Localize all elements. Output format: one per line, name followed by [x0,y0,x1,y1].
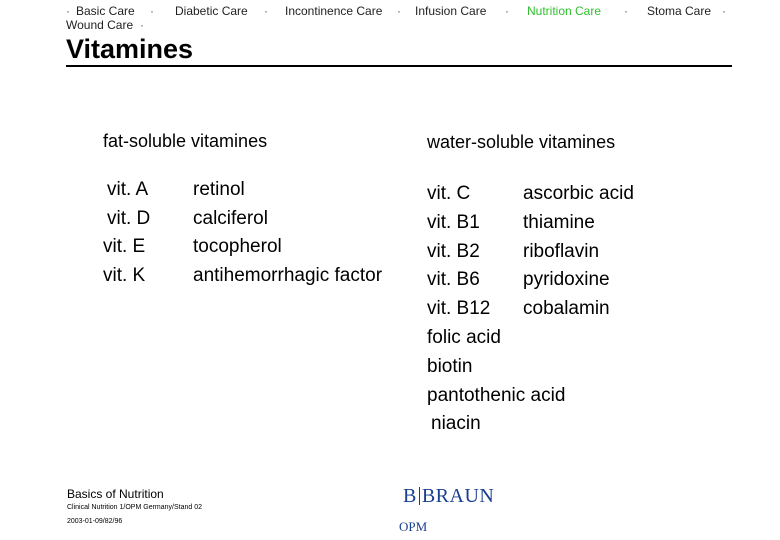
water-soluble-heading: water-soluble vitamines [427,132,616,152]
water-extra-item: folic acid [427,327,501,348]
water-vit-label: vit. B1 [427,212,480,233]
nav-item-diabetic-care[interactable]: Diabetic Care [175,4,248,18]
nav-item-nutrition-care[interactable]: Nutrition Care [527,4,602,18]
fat-vit-name: tocopherol [193,236,282,257]
fat-vit-label: vit. A [107,179,149,200]
water-vit-label: vit. C [427,183,471,204]
water-vit-name: thiamine [523,212,595,233]
footer-title: Basics of Nutrition [67,487,164,501]
fat-vit-label: vit. K [103,265,146,286]
footer-subtitle: Clinical Nutrition 1/OPM Germany/Stand 02 [67,504,202,511]
nav-item-basic-care[interactable]: Basic Care [76,4,135,18]
fat-vit-label: vit. E [103,236,146,257]
nav-separator: · [66,4,70,18]
water-vit-label: vit. B6 [427,269,480,290]
water-vit-label: vit. B12 [427,298,491,319]
nav-separator: · [150,4,154,18]
fat-vit-name: antihemorrhagic factor [193,265,383,286]
fat-vit-name: calciferol [193,208,268,229]
water-extra-item: pantothenic acid [427,385,566,406]
fat-vit-name: retinol [193,179,245,200]
water-vit-name: riboflavin [523,241,600,262]
nav-item-incontinence-care[interactable]: Incontinence Care [285,4,383,18]
nav-separator: · [505,4,509,18]
nav-item-infusion-care[interactable]: Infusion Care [415,4,487,18]
nav-separator: · [264,4,268,18]
bbraun-logo [403,485,494,508]
water-vit-name: cobalamin [523,298,610,319]
nav-item-stoma-care[interactable]: Stoma Care [647,4,712,18]
water-extra-item: biotin [427,356,473,377]
nav-separator: · [140,18,144,32]
brand-right: BRAUN [421,485,495,507]
nav-item-wound-care[interactable]: Wound Care [66,18,134,32]
nav-separator: · [624,4,628,18]
brand-left: B [403,485,417,507]
nav-separator: · [722,4,726,18]
page-title: Vitamines [66,34,194,64]
title-divider [66,65,732,67]
opm-label: OPM [399,519,428,534]
water-vit-name: ascorbic acid [523,183,634,204]
fat-vit-label: vit. D [107,208,151,229]
fat-soluble-heading: fat-soluble vitamines [103,131,268,151]
water-vit-label: vit. B2 [427,241,480,262]
footer-date: 2003-01-09/82/96 [67,518,123,525]
nav-separator: · [397,4,401,18]
water-vit-name: pyridoxine [523,269,610,290]
logo-divider [419,487,420,505]
water-extra-item: niacin [431,413,481,434]
